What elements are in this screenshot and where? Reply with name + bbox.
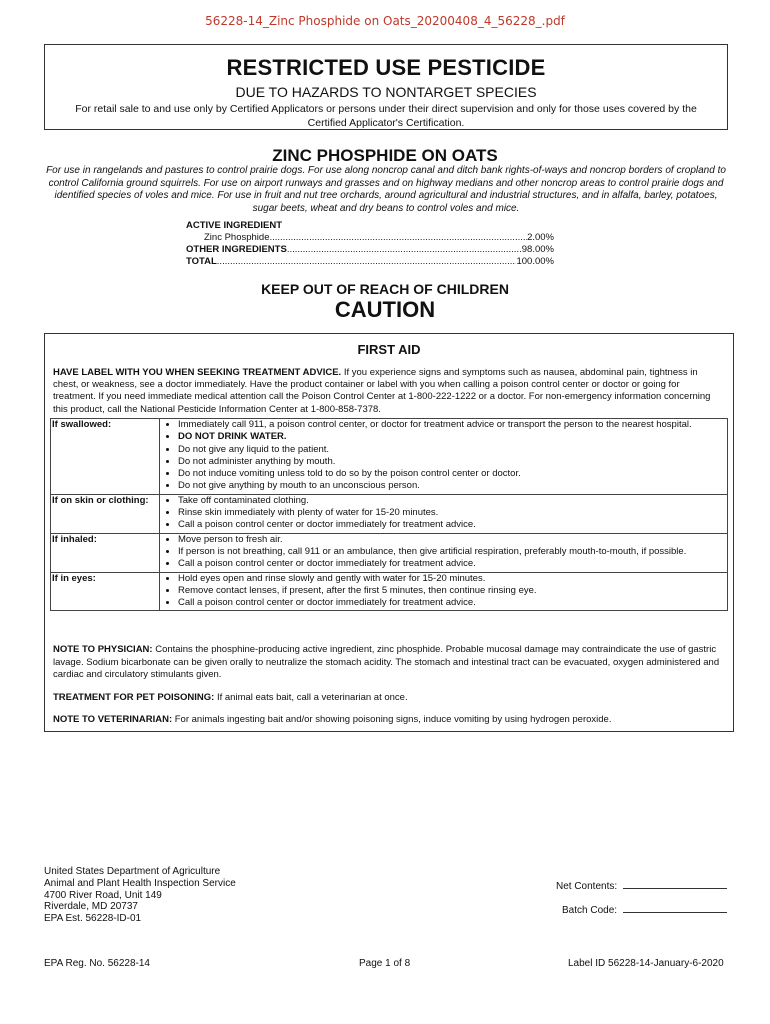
epa-establishment: EPA Est. 56228-ID-01 <box>44 913 142 925</box>
first-aid-row-skin <box>51 494 728 533</box>
list-item: • Immediately call 911, a poison control center, or doctor for treatment advice or transport the person to the nearest hospital. <box>178 419 727 431</box>
epa-reg-number: EPA Reg. No. 56228-14 <box>44 958 150 969</box>
address-line: United States Department of Agriculture <box>44 866 221 877</box>
document-filename: 56228-14_Zinc Phosphide on Oats_20200408_4_56228_.pdf <box>205 14 565 28</box>
address-line: 4700 River Road, Unit 149 <box>44 889 162 901</box>
first-aid-row-inhaled <box>51 533 728 572</box>
list-item: • Call a poison control center or doctor immediately for treatment advice. <box>178 519 727 531</box>
registrant-address <box>44 866 236 925</box>
other-ingredients-value: 98.00% <box>521 244 554 255</box>
note-to-veterinarian <box>53 714 727 727</box>
skin-label: If on skin or clothing: <box>51 494 160 533</box>
first-aid-row-swallowed <box>51 419 728 495</box>
eyes-label: If in eyes: <box>51 572 160 611</box>
first-aid-table <box>50 418 728 611</box>
skin-instructions <box>160 494 728 533</box>
first-aid-title: FIRST AID <box>357 342 421 357</box>
pet-poisoning-treatment <box>53 692 727 705</box>
note-to-veterinarian-label: NOTE TO VETERINARIAN: <box>53 714 173 725</box>
list-item: • Take off contaminated clothing. <box>178 495 727 507</box>
other-ingredients-row <box>186 244 554 256</box>
total-row <box>186 256 554 268</box>
first-aid-intro <box>53 367 725 416</box>
other-ingredients-name: OTHER INGREDIENTS <box>186 244 287 255</box>
product-title: ZINC PHOSPHIDE ON OATS <box>272 146 498 165</box>
list-item: • Remove contact lenses, if present, after the first 5 minutes, then continue rinsing eye. <box>178 585 727 597</box>
net-contents-label: Net Contents: <box>556 881 618 892</box>
pet-poisoning-label: TREATMENT FOR PET POISONING: <box>53 691 215 703</box>
net-contents-blank <box>623 879 727 889</box>
total-name: TOTAL <box>186 256 217 267</box>
ingredients-statement <box>186 220 554 268</box>
note-to-physician-text: Contains the phosphine-producing active ingredient, zinc phosphide. Probable mucosal damage may contraindicate the use of gastric lavage. Sodium bicarbonate can be given orally to neutralize the stomach acidity. The stomach and intestinal tract can be evacuated, oxygen administered and cardiac and circulatory stimulants given. <box>53 644 720 680</box>
list-item: • Do not administer anything by mouth. <box>178 456 727 468</box>
first-aid-intro-bold: HAVE LABEL WITH YOU WHEN SEEKING TREATMENT ADVICE. <box>53 367 342 378</box>
first-aid-box <box>44 333 734 732</box>
address-line: Riverdale, MD 20737 <box>44 901 138 913</box>
restricted-use-title: RESTRICTED USE PESTICIDE <box>226 55 546 80</box>
inhaled-instructions <box>160 533 728 572</box>
active-ingredient-row <box>186 232 554 244</box>
list-item: • Call a poison control center or doctor immediately for treatment advice. <box>178 597 727 609</box>
batch-code-blank <box>623 903 727 913</box>
leader-dots <box>217 256 517 268</box>
eyes-instructions <box>160 572 728 611</box>
leader-dots <box>269 232 527 244</box>
label-id: Label ID 56228-14-January-6-2020 <box>568 958 724 969</box>
active-ingredient-value: 2.00% <box>527 232 554 243</box>
list-item: • Do not give any liquid to the patient. <box>178 444 727 456</box>
list-item: • Hold eyes open and rinse slowly and gently with water for 15-20 minutes. <box>178 573 727 585</box>
note-to-physician-label: NOTE TO PHYSICIAN: <box>53 644 153 655</box>
keep-out-of-reach: KEEP OUT OF REACH OF CHILDREN <box>261 281 509 297</box>
address-line: Animal and Plant Health Inspection Service <box>44 877 236 889</box>
swallowed-instructions <box>160 419 728 495</box>
note-to-veterinarian-text: For animals ingesting bait and/or showing poisoning signs, induce vomiting by using hydrogen peroxide. <box>172 714 612 725</box>
batch-code-field <box>562 903 727 916</box>
restricted-use-note: For retail sale to and use only by Certified Applicators or persons under their direct supervision and only for those uses covered by the Certified Applicator's Certification. <box>75 103 697 129</box>
first-aid-notes <box>53 644 727 737</box>
restricted-use-box <box>44 44 728 130</box>
list-item: • DO NOT DRINK WATER. <box>178 431 727 443</box>
net-contents-field <box>556 879 727 892</box>
restricted-use-subtitle: DUE TO HAZARDS TO NONTARGET SPECIES <box>235 84 537 100</box>
total-value: 100.00% <box>516 256 554 267</box>
first-aid-intro-text: If you experience signs and symptoms such as nausea, abdominal pain, tightness in chest, or weakness, see a doctor immediately. Have the product container or label with you when calling a poison control center or doctor or going for treatment. If you need immediate medical attention call the Poison Control Center at 1-800-222-1222 or a doctor. For non-emergency information concerning this product, call the National Pesticide Information Center at 1-800-858-7378. <box>53 367 711 415</box>
product-use-statement: For use in rangelands and pastures to control prairie dogs. For use along noncrop canal and ditch bank rights-of-ways and noncrop borders of cropland to control California ground squirrels. For use on airport runways and grasses and on highway medians and other noncrop areas to control prairie dogs and identified species of voles and mice. For use in fruit and nut tree orchards, around agricultural and industrial structures, and in alfalfa, barley, potatoes, sugar beets, wheat and dry beans to control voles and mice. <box>46 165 726 214</box>
inhaled-label: If inhaled: <box>51 533 160 572</box>
signal-word: CAUTION <box>334 297 436 322</box>
list-item: • Do not induce vomiting unless told to do so by the poison control center or doctor. <box>178 468 727 480</box>
page-number: Page 1 of 8 <box>359 958 411 969</box>
active-ingredient-name: Zinc Phosphide <box>204 232 270 243</box>
list-item: • If person is not breathing, call 911 or an ambulance, then give artificial respiration, preferably mouth-to-mouth, if possible. <box>178 546 727 558</box>
list-item: • Do not give anything by mouth to an unconscious person. <box>178 480 727 492</box>
active-ingredient-heading: ACTIVE INGREDIENT <box>186 220 283 231</box>
leader-dots <box>287 244 522 256</box>
list-item: • Call a poison control center or doctor immediately for treatment advice. <box>178 558 727 570</box>
pet-poisoning-text: If animal eats bait, call a veterinarian at once. <box>214 691 408 703</box>
note-to-physician <box>53 644 727 682</box>
swallowed-label: If swallowed: <box>51 419 160 495</box>
batch-code-label: Batch Code: <box>562 905 618 916</box>
list-item: • Rinse skin immediately with plenty of water for 15-20 minutes. <box>178 507 727 519</box>
list-item: • Move person to fresh air. <box>178 534 727 546</box>
first-aid-row-eyes <box>51 572 728 611</box>
